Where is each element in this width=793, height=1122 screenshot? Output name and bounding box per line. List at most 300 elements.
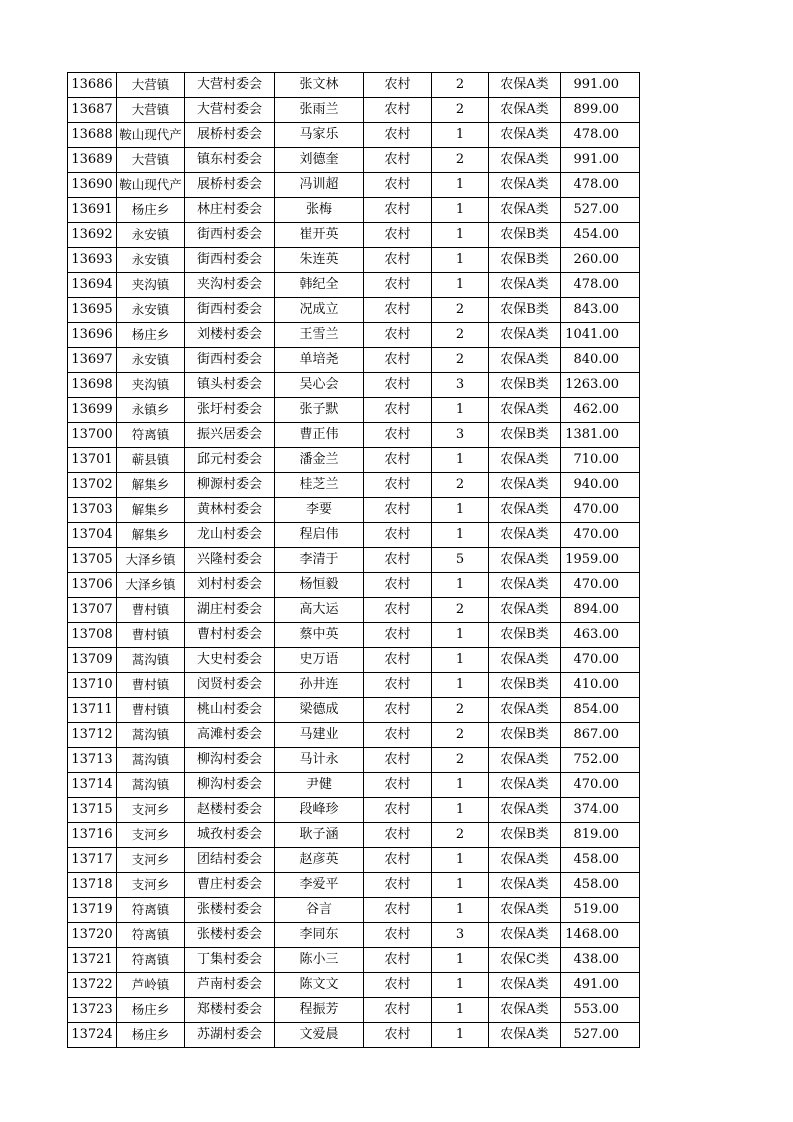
person-name-cell: 刘德奎	[275, 148, 364, 173]
record-id-cell: 13722	[68, 973, 117, 998]
township-cell: 夹沟镇	[117, 273, 185, 298]
table-row	[68, 348, 640, 373]
village-committee-cell: 兴隆村委会	[185, 548, 275, 573]
table-row	[68, 648, 640, 673]
amount-cell: 819.00	[561, 823, 640, 848]
table-row	[68, 573, 640, 598]
insurance-class-cell: 农保A类	[489, 1023, 561, 1048]
table-row	[68, 398, 640, 423]
person-name-cell: 蔡中英	[275, 623, 364, 648]
area-type-cell: 农村	[364, 223, 432, 248]
household-count-cell: 1	[432, 998, 489, 1023]
area-type-cell: 农村	[364, 973, 432, 998]
area-type-cell: 农村	[364, 473, 432, 498]
area-type-cell: 农村	[364, 373, 432, 398]
township-cell: 支河乡	[117, 873, 185, 898]
amount-cell: 867.00	[561, 723, 640, 748]
insurance-class-cell: 农保B类	[489, 823, 561, 848]
amount-cell: 1959.00	[561, 548, 640, 573]
area-type-cell: 农村	[364, 248, 432, 273]
record-id-cell: 13693	[68, 248, 117, 273]
area-type-cell: 农村	[364, 823, 432, 848]
person-name-cell: 谷言	[275, 898, 364, 923]
table-row	[68, 448, 640, 473]
insurance-class-cell: 农保A类	[489, 323, 561, 348]
person-name-cell: 吴心会	[275, 373, 364, 398]
record-id-cell: 13701	[68, 448, 117, 473]
amount-cell: 478.00	[561, 273, 640, 298]
insurance-class-cell: 农保A类	[489, 73, 561, 98]
village-committee-cell: 展桥村委会	[185, 173, 275, 198]
insurance-class-cell: 农保A类	[489, 123, 561, 148]
table-row	[68, 748, 640, 773]
amount-cell: 470.00	[561, 523, 640, 548]
village-committee-cell: 闵贤村委会	[185, 673, 275, 698]
village-committee-cell: 曹村村委会	[185, 623, 275, 648]
township-cell: 符离镇	[117, 948, 185, 973]
insurance-class-cell: 农保C类	[489, 948, 561, 973]
person-name-cell: 杨恒毅	[275, 573, 364, 598]
table-row	[68, 73, 640, 98]
insurance-class-cell: 农保B类	[489, 423, 561, 448]
insurance-class-cell: 农保B类	[489, 673, 561, 698]
village-committee-cell: 大营村委会	[185, 98, 275, 123]
township-cell: 解集乡	[117, 498, 185, 523]
person-name-cell: 桂芝兰	[275, 473, 364, 498]
village-committee-cell: 夹沟村委会	[185, 273, 275, 298]
area-type-cell: 农村	[364, 923, 432, 948]
amount-cell: 991.00	[561, 148, 640, 173]
table-row	[68, 523, 640, 548]
table-row	[68, 723, 640, 748]
area-type-cell: 农村	[364, 998, 432, 1023]
village-committee-cell: 大史村委会	[185, 648, 275, 673]
township-cell: 大泽乡镇	[117, 548, 185, 573]
village-committee-cell: 镇东村委会	[185, 148, 275, 173]
area-type-cell: 农村	[364, 848, 432, 873]
insurance-class-cell: 农保B类	[489, 248, 561, 273]
township-cell: 蒿沟镇	[117, 773, 185, 798]
person-name-cell: 耿子涵	[275, 823, 364, 848]
record-id-cell: 13720	[68, 923, 117, 948]
village-committee-cell: 振兴居委会	[185, 423, 275, 448]
village-committee-cell: 黄林村委会	[185, 498, 275, 523]
record-id-cell: 13702	[68, 473, 117, 498]
household-count-cell: 1	[432, 398, 489, 423]
township-cell: 鞍山现代产	[117, 173, 185, 198]
record-id-cell: 13708	[68, 623, 117, 648]
person-name-cell: 朱连英	[275, 248, 364, 273]
insurance-class-cell: 农保B类	[489, 723, 561, 748]
person-name-cell: 孙井连	[275, 673, 364, 698]
table-row	[68, 623, 640, 648]
insurance-class-cell: 农保A类	[489, 473, 561, 498]
township-cell: 曹村镇	[117, 673, 185, 698]
household-count-cell: 2	[432, 98, 489, 123]
household-count-cell: 1	[432, 123, 489, 148]
person-name-cell: 马家乐	[275, 123, 364, 148]
insurance-class-cell: 农保B类	[489, 373, 561, 398]
village-committee-cell: 邱元村委会	[185, 448, 275, 473]
area-type-cell: 农村	[364, 623, 432, 648]
amount-cell: 519.00	[561, 898, 640, 923]
village-committee-cell: 柳源村委会	[185, 473, 275, 498]
amount-cell: 527.00	[561, 1023, 640, 1048]
record-id-cell: 13719	[68, 898, 117, 923]
household-count-cell: 2	[432, 748, 489, 773]
person-name-cell: 张梅	[275, 198, 364, 223]
area-type-cell: 农村	[364, 123, 432, 148]
household-count-cell: 1	[432, 798, 489, 823]
area-type-cell: 农村	[364, 173, 432, 198]
person-name-cell: 陈小三	[275, 948, 364, 973]
amount-cell: 899.00	[561, 98, 640, 123]
village-committee-cell: 街西村委会	[185, 298, 275, 323]
table-row	[68, 423, 640, 448]
village-committee-cell: 曹庄村委会	[185, 873, 275, 898]
village-committee-cell: 张楼村委会	[185, 898, 275, 923]
record-id-cell: 13698	[68, 373, 117, 398]
table-row	[68, 823, 640, 848]
person-name-cell: 程振芳	[275, 998, 364, 1023]
township-cell: 夹沟镇	[117, 373, 185, 398]
table-row	[68, 473, 640, 498]
person-name-cell: 尹健	[275, 773, 364, 798]
record-id-cell: 13691	[68, 198, 117, 223]
record-id-cell: 13705	[68, 548, 117, 573]
insurance-class-cell: 农保A类	[489, 598, 561, 623]
insurance-class-cell: 农保A类	[489, 698, 561, 723]
person-name-cell: 史万语	[275, 648, 364, 673]
record-id-cell: 13690	[68, 173, 117, 198]
township-cell: 永安镇	[117, 298, 185, 323]
area-type-cell: 农村	[364, 673, 432, 698]
area-type-cell: 农村	[364, 498, 432, 523]
village-committee-cell: 张楼村委会	[185, 923, 275, 948]
village-committee-cell: 城孜村委会	[185, 823, 275, 848]
table-row	[68, 973, 640, 998]
record-id-cell: 13716	[68, 823, 117, 848]
person-name-cell: 冯训超	[275, 173, 364, 198]
person-name-cell: 李要	[275, 498, 364, 523]
village-committee-cell: 龙山村委会	[185, 523, 275, 548]
insurance-class-cell: 农保A类	[489, 273, 561, 298]
record-id-cell: 13694	[68, 273, 117, 298]
table-row	[68, 173, 640, 198]
township-cell: 永镇乡	[117, 398, 185, 423]
amount-cell: 454.00	[561, 223, 640, 248]
amount-cell: 940.00	[561, 473, 640, 498]
township-cell: 大营镇	[117, 73, 185, 98]
area-type-cell: 农村	[364, 148, 432, 173]
person-name-cell: 张文林	[275, 73, 364, 98]
township-cell: 杨庄乡	[117, 323, 185, 348]
township-cell: 曹村镇	[117, 623, 185, 648]
amount-cell: 260.00	[561, 248, 640, 273]
township-cell: 大营镇	[117, 148, 185, 173]
person-name-cell: 崔开英	[275, 223, 364, 248]
amount-cell: 527.00	[561, 198, 640, 223]
table-row	[68, 498, 640, 523]
record-id-cell: 13706	[68, 573, 117, 598]
table-body	[68, 73, 640, 1048]
insurance-class-cell: 农保A类	[489, 923, 561, 948]
household-count-cell: 1	[432, 448, 489, 473]
area-type-cell: 农村	[364, 773, 432, 798]
area-type-cell: 农村	[364, 398, 432, 423]
person-name-cell: 高大运	[275, 598, 364, 623]
household-count-cell: 2	[432, 148, 489, 173]
village-committee-cell: 大营村委会	[185, 73, 275, 98]
person-name-cell: 韩纪全	[275, 273, 364, 298]
village-committee-cell: 芦南村委会	[185, 973, 275, 998]
household-count-cell: 2	[432, 298, 489, 323]
township-cell: 鞍山现代产	[117, 123, 185, 148]
amount-cell: 491.00	[561, 973, 640, 998]
record-id-cell: 13712	[68, 723, 117, 748]
amount-cell: 410.00	[561, 673, 640, 698]
amount-cell: 1041.00	[561, 323, 640, 348]
insurance-class-cell: 农保A类	[489, 773, 561, 798]
table-row	[68, 873, 640, 898]
township-cell: 杨庄乡	[117, 1023, 185, 1048]
amount-cell: 470.00	[561, 573, 640, 598]
insurance-class-cell: 农保B类	[489, 623, 561, 648]
area-type-cell: 农村	[364, 198, 432, 223]
amount-cell: 1468.00	[561, 923, 640, 948]
household-count-cell: 1	[432, 773, 489, 798]
person-name-cell: 单培尧	[275, 348, 364, 373]
record-id-cell: 13718	[68, 873, 117, 898]
area-type-cell: 农村	[364, 948, 432, 973]
township-cell: 大泽乡镇	[117, 573, 185, 598]
township-cell: 蒿沟镇	[117, 748, 185, 773]
record-id-cell: 13721	[68, 948, 117, 973]
township-cell: 曹村镇	[117, 598, 185, 623]
amount-cell: 478.00	[561, 123, 640, 148]
person-name-cell: 李同东	[275, 923, 364, 948]
insurance-class-cell: 农保A类	[489, 873, 561, 898]
table-row	[68, 198, 640, 223]
person-name-cell: 李爱平	[275, 873, 364, 898]
amount-cell: 752.00	[561, 748, 640, 773]
record-id-cell: 13709	[68, 648, 117, 673]
record-id-cell: 13704	[68, 523, 117, 548]
area-type-cell: 农村	[364, 748, 432, 773]
township-cell: 解集乡	[117, 473, 185, 498]
record-id-cell: 13713	[68, 748, 117, 773]
insurance-class-cell: 农保A类	[489, 523, 561, 548]
person-name-cell: 张子默	[275, 398, 364, 423]
household-count-cell: 2	[432, 73, 489, 98]
area-type-cell: 农村	[364, 898, 432, 923]
area-type-cell: 农村	[364, 423, 432, 448]
insurance-class-cell: 农保A类	[489, 148, 561, 173]
village-committee-cell: 街西村委会	[185, 248, 275, 273]
household-count-cell: 2	[432, 598, 489, 623]
insurance-class-cell: 农保A类	[489, 448, 561, 473]
person-name-cell: 程启伟	[275, 523, 364, 548]
record-id-cell: 13699	[68, 398, 117, 423]
table-row	[68, 773, 640, 798]
village-committee-cell: 刘楼村委会	[185, 323, 275, 348]
table-row	[68, 98, 640, 123]
insurance-class-cell: 农保A类	[489, 798, 561, 823]
record-id-cell: 13689	[68, 148, 117, 173]
insurance-class-cell: 农保B类	[489, 298, 561, 323]
household-count-cell: 1	[432, 948, 489, 973]
record-id-cell: 13696	[68, 323, 117, 348]
village-committee-cell: 展桥村委会	[185, 123, 275, 148]
table-row	[68, 548, 640, 573]
household-count-cell: 1	[432, 273, 489, 298]
household-count-cell: 1	[432, 973, 489, 998]
amount-cell: 462.00	[561, 398, 640, 423]
person-name-cell: 马计永	[275, 748, 364, 773]
township-cell: 支河乡	[117, 798, 185, 823]
household-count-cell: 5	[432, 548, 489, 573]
area-type-cell: 农村	[364, 323, 432, 348]
person-name-cell: 梁德成	[275, 698, 364, 723]
table-row	[68, 998, 640, 1023]
amount-cell: 710.00	[561, 448, 640, 473]
amount-cell: 1263.00	[561, 373, 640, 398]
amount-cell: 843.00	[561, 298, 640, 323]
area-type-cell: 农村	[364, 598, 432, 623]
person-name-cell: 陈文文	[275, 973, 364, 998]
table-row	[68, 373, 640, 398]
record-id-cell: 13692	[68, 223, 117, 248]
amount-cell: 840.00	[561, 348, 640, 373]
person-name-cell: 段峰珍	[275, 798, 364, 823]
household-count-cell: 1	[432, 898, 489, 923]
household-count-cell: 2	[432, 723, 489, 748]
area-type-cell: 农村	[364, 698, 432, 723]
household-count-cell: 1	[432, 623, 489, 648]
village-committee-cell: 林庄村委会	[185, 198, 275, 223]
amount-cell: 463.00	[561, 623, 640, 648]
amount-cell: 1381.00	[561, 423, 640, 448]
insurance-class-cell: 农保A类	[489, 848, 561, 873]
insurance-class-cell: 农保A类	[489, 898, 561, 923]
table-row	[68, 248, 640, 273]
village-committee-cell: 高滩村委会	[185, 723, 275, 748]
township-cell: 符离镇	[117, 898, 185, 923]
township-cell: 解集乡	[117, 523, 185, 548]
area-type-cell: 农村	[364, 798, 432, 823]
person-name-cell: 潘金兰	[275, 448, 364, 473]
village-committee-cell: 镇头村委会	[185, 373, 275, 398]
record-id-cell: 13686	[68, 73, 117, 98]
amount-cell: 894.00	[561, 598, 640, 623]
record-id-cell: 13687	[68, 98, 117, 123]
insurance-class-cell: 农保A类	[489, 198, 561, 223]
household-count-cell: 3	[432, 923, 489, 948]
table-row	[68, 948, 640, 973]
household-count-cell: 1	[432, 248, 489, 273]
table-row	[68, 698, 640, 723]
township-cell: 支河乡	[117, 848, 185, 873]
record-id-cell: 13714	[68, 773, 117, 798]
village-committee-cell: 张圩村委会	[185, 398, 275, 423]
table-row	[68, 798, 640, 823]
insurance-class-cell: 农保A类	[489, 973, 561, 998]
table-row	[68, 148, 640, 173]
table-row	[68, 273, 640, 298]
person-name-cell: 王雪兰	[275, 323, 364, 348]
household-count-cell: 2	[432, 323, 489, 348]
amount-cell: 470.00	[561, 498, 640, 523]
record-id-cell: 13724	[68, 1023, 117, 1048]
village-committee-cell: 丁集村委会	[185, 948, 275, 973]
household-count-cell: 2	[432, 348, 489, 373]
record-id-cell: 13723	[68, 998, 117, 1023]
village-committee-cell: 街西村委会	[185, 348, 275, 373]
township-cell: 蒿沟镇	[117, 648, 185, 673]
area-type-cell: 农村	[364, 723, 432, 748]
area-type-cell: 农村	[364, 573, 432, 598]
table-row	[68, 223, 640, 248]
household-count-cell: 1	[432, 573, 489, 598]
record-id-cell: 13715	[68, 798, 117, 823]
household-count-cell: 1	[432, 673, 489, 698]
amount-cell: 854.00	[561, 698, 640, 723]
insurance-class-cell: 农保A类	[489, 398, 561, 423]
insurance-class-cell: 农保A类	[489, 348, 561, 373]
township-cell: 芦岭镇	[117, 973, 185, 998]
village-committee-cell: 柳沟村委会	[185, 773, 275, 798]
table-row	[68, 898, 640, 923]
record-id-cell: 13700	[68, 423, 117, 448]
township-cell: 蒿沟镇	[117, 723, 185, 748]
insurance-class-cell: 农保A类	[489, 998, 561, 1023]
village-committee-cell: 郑楼村委会	[185, 998, 275, 1023]
township-cell: 永安镇	[117, 348, 185, 373]
area-type-cell: 农村	[364, 648, 432, 673]
household-count-cell: 1	[432, 223, 489, 248]
record-id-cell: 13688	[68, 123, 117, 148]
area-type-cell: 农村	[364, 348, 432, 373]
area-type-cell: 农村	[364, 548, 432, 573]
household-count-cell: 1	[432, 498, 489, 523]
area-type-cell: 农村	[364, 98, 432, 123]
village-committee-cell: 刘村村委会	[185, 573, 275, 598]
household-count-cell: 2	[432, 698, 489, 723]
table-row	[68, 1023, 640, 1048]
area-type-cell: 农村	[364, 1023, 432, 1048]
insurance-class-cell: 农保A类	[489, 548, 561, 573]
table-row	[68, 298, 640, 323]
table-row	[68, 673, 640, 698]
insurance-class-cell: 农保A类	[489, 573, 561, 598]
area-type-cell: 农村	[364, 73, 432, 98]
record-id-cell: 13711	[68, 698, 117, 723]
record-id-cell: 13695	[68, 298, 117, 323]
household-count-cell: 3	[432, 373, 489, 398]
area-type-cell: 农村	[364, 448, 432, 473]
village-committee-cell: 赵楼村委会	[185, 798, 275, 823]
area-type-cell: 农村	[364, 298, 432, 323]
amount-cell: 991.00	[561, 73, 640, 98]
person-name-cell: 赵彦英	[275, 848, 364, 873]
township-cell: 永安镇	[117, 248, 185, 273]
township-cell: 大营镇	[117, 98, 185, 123]
household-count-cell: 1	[432, 648, 489, 673]
village-committee-cell: 苏湖村委会	[185, 1023, 275, 1048]
record-id-cell: 13717	[68, 848, 117, 873]
person-name-cell: 张雨兰	[275, 98, 364, 123]
village-committee-cell: 街西村委会	[185, 223, 275, 248]
